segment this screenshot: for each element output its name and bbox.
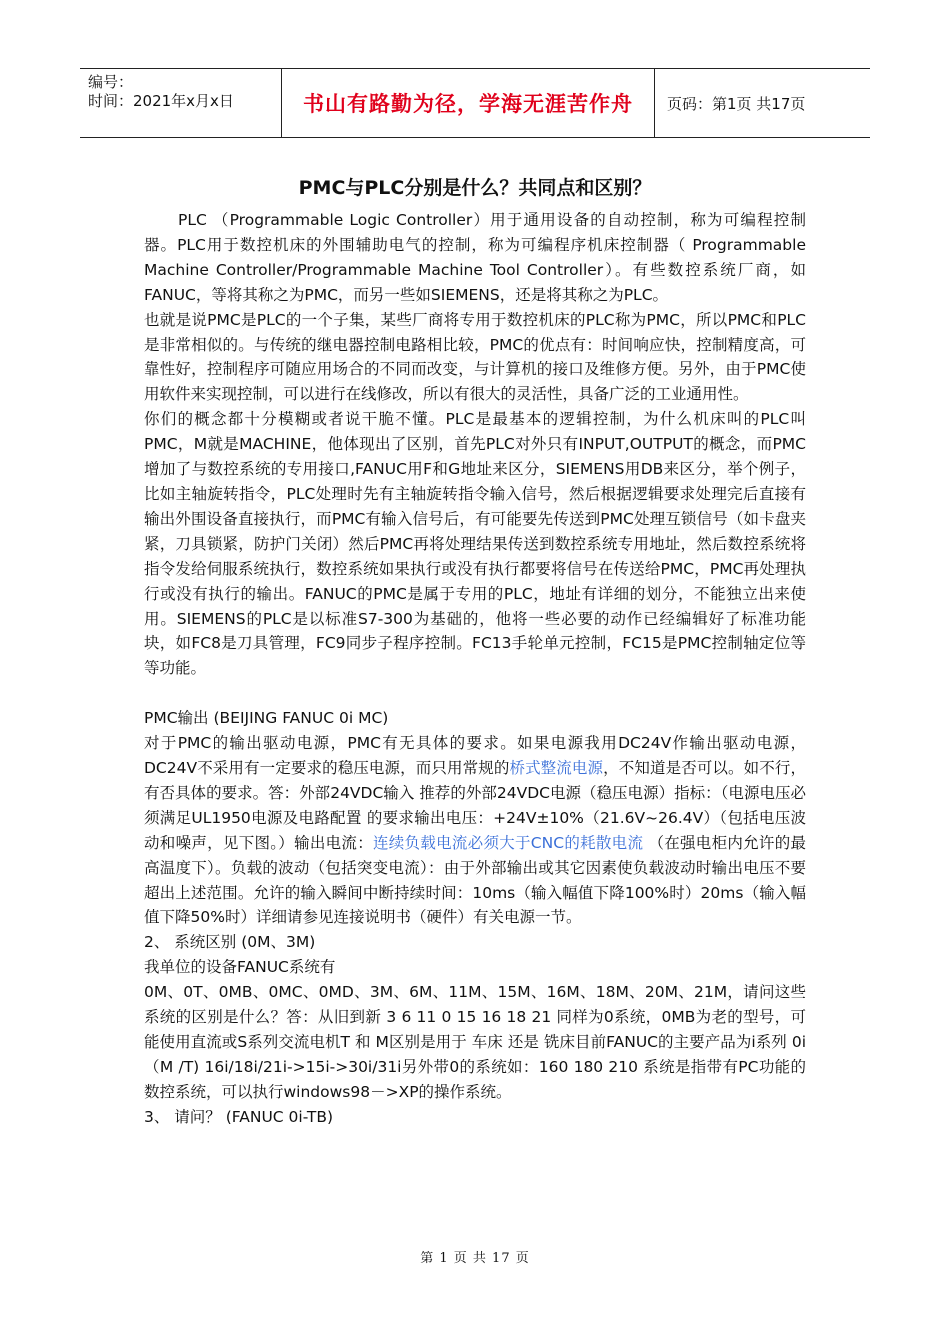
header-motto: 书山有路勤为径，学海无涯苦作舟 (282, 69, 655, 137)
text-span: （在强电柜内允许的最高温度下）。负载的波动（包括突变电流）：由于外部输出或其它因素使负载波动时输出电压不要超出上述范围。允许的输入瞬间中断持续时间：10ms（输入幅值下降100%时）20ms（输入幅值下降50%时）详细请参见连接说明书（硬件）有关电源一节。 (144, 833, 806, 927)
paragraph-power-supply (144, 731, 806, 930)
paragraph-plc-definition: PLC （Programmable Logic Controller）用于通用设备的自动控制，称为可编程控制器。PLC用于数控机床的外围辅助电气的控制，称为可编程序机床控制器（ Programmable Machine Controller/Programmable Machine Tool Controller）。有些数控系统厂商，如FANUC，等将其称之为PMC，而另一些如SIEMENS，还是将其称之为PLC。 (144, 211, 806, 304)
link-load-current[interactable]: 连续负载电流必须大于CNC的耗散电流 (372, 833, 644, 852)
section-heading-system-difference: 2、 系统区别 (0M、3M) (144, 933, 316, 952)
document-number-label: 编号： (88, 73, 134, 91)
header-page-info: 页码：第1页 共17页 (667, 94, 806, 113)
paragraph-fanuc-systems: 0M、0T、0MB、0MC、0MD、3M、6M、11M、15M、16M、18M、20M、21M，请问这些系统的区别是什么？答：从旧到新 3 6 11 0 15 16 18 21 同样为0系统，0MB为老的型号，可能使用直流或S系列交流电机T 和 M区别是用于 车床 还是 铣床目前FANUC的主要产品为i系列 0i（M /T) 16i/18i/21i->15i->30i/31i另外带0的系统如：160 180 210 系统是指带有PC功能的数控系统，可以执行windows98－>XP的操作系统。 (144, 983, 806, 1101)
header-meta (80, 69, 282, 137)
page-footer: 第 1 页 共 17 页 (420, 1251, 530, 1266)
paragraph-pmc-subset: 也就是说PMC是PLC的一个子集，某些厂商将专用于数控机床的PLC称为PMC，所以PMC和PLC是非常相似的。与传统的继电器控制电路相比较，PMC的优点有：时间响应快，控制精度高，可靠性好，控制程序可随应用场合的不同而改变，与计算机的接口及维修方便。另外，由于PMC使用软件来实现控制，可以进行在线修改，所以有很大的灵活性，具备广泛的工业通用性。 (144, 310, 806, 404)
paragraph-plc-pmc-difference: 你们的概念都十分模糊或者说干脆不懂。PLC是最基本的逻辑控制，为什么机床叫的PLC叫PMC，M就是MACHINE，他体现出了区别，首先PLC对外只有INPUT,OUTPUT的概念，而PMC增加了与数控系统的专用接口,FANUC用F和G地址来区分，SIEMENS用DB来区分，举个例子，比如主轴旋转指令，PLC处理时先有主轴旋转指令输入信号，然后根据逻辑要求处理完后直接有输出外围设备直接执行，而PMC有输入信号后，有可能要先传送到PMC处理互锁信号（如卡盘夹紧，刀具锁紧，防护门关闭）然后PMC再将处理结果传送到数控系统专用地址，然后数控系统将指令发给伺服系统执行，数控系统如果执行或没有执行都要将信号在传送给PMC，PMC再处理执行或没有执行的输出。FANUC的PMC是属于专用的PLC，地址有详细的划分，不能独立出来使用。SIEMENS的PLC是以标准S7-300为基础的，他将一些必要的动作已经编辑好了标准功能块，如FC8是刀具管理，FC9同步子程序控制。FC13手轮单元控制，FC15是PMC控制轴定位等等功能。 (144, 410, 806, 678)
paragraph-fanuc-systems-intro: 我单位的设备FANUC系统有 (144, 958, 336, 977)
link-bridge-rectifier[interactable]: 桥式整流电源 (509, 759, 604, 778)
document-body (144, 208, 806, 1130)
section-heading-pmc-output: PMC输出 (BEIJING FANUC 0i MC) (144, 709, 389, 728)
text-span: 对于PMC的输出驱动电源，PMC有无具体的要求。如果电源我用DC24V作输出驱动电源，DC24V不采用有一定要求的稳压电源，而只用常规的 (144, 734, 806, 778)
text-span: ，不知道是否可以。如不行，有否具体的要求。答：外部24VDC输入 推荐的外部24VDC电源（稳压电源）指标：（电源电压必须满足UL1950电源及电路配置 的要求输出电压：+24V±10%（21.6V~26.4V）（包括电压波动和噪声，见下图。）输出电流： (144, 759, 806, 852)
document-time-label: 时间：2021年x月x日 (88, 92, 234, 110)
page-title: PMC与PLC分别是什么？共同点和区别？ (298, 177, 652, 199)
section-heading-question: 3、 请问？ (FANUC 0i-TB) (144, 1107, 334, 1126)
document-header (80, 68, 870, 138)
spacer (144, 681, 806, 706)
